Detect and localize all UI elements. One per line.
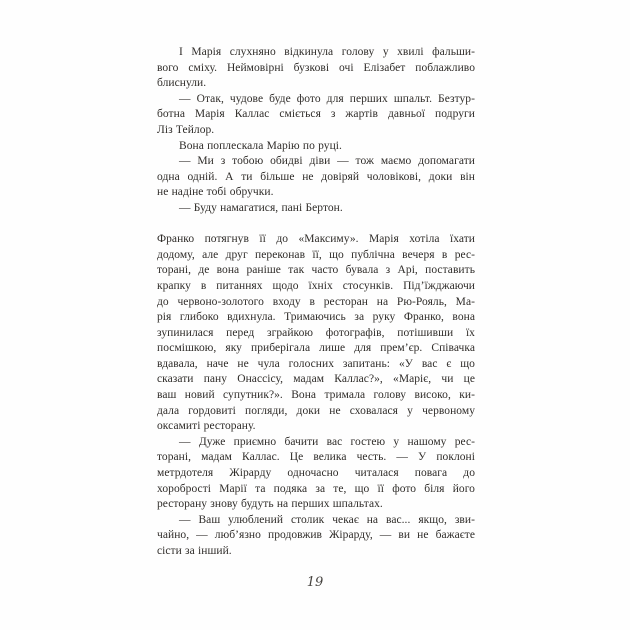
- paragraph: [157, 513, 475, 560]
- text-line: сісти за інший.: [157, 545, 232, 557]
- text-line: — Буду намагатися, пані Бертон.: [179, 201, 343, 214]
- paragraph: [157, 435, 475, 513]
- text-line: — Дуже приємно бачити вас гостею у нашому рес-: [179, 435, 475, 448]
- paragraph: [157, 232, 475, 435]
- text-line: дала гордовиті погляди, доки не сховалася у червоному: [157, 404, 475, 417]
- text-line: ваш новий супутник?». Вона тримала голову високо, ки-: [157, 389, 475, 402]
- text-line: ресторану знову будуть на перших шпальтах.: [157, 498, 383, 511]
- text-line: чайно, — люб’язно продовжив Жірарду, — ви не бажаєте: [157, 529, 475, 542]
- text-section: [157, 45, 475, 217]
- text-line: Ліз Тейлор.: [157, 123, 215, 136]
- text-line: рія глибоко вдихнула. Тримаючись за руку Франко, вона: [157, 311, 475, 324]
- paragraph: [157, 201, 475, 217]
- text-line: Вона поплескала Марію по руці.: [179, 139, 342, 152]
- text-line: зупинилася перед зграйкою фотографів, потішивши їх: [157, 326, 475, 339]
- page-text: [157, 45, 475, 560]
- text-line: Франко потягнув її до «Максиму». Марія хотіла їхати: [157, 233, 475, 246]
- text-line: крапку в питаннях щодо їхніх стосунків. Під’їжджаючи: [157, 279, 475, 292]
- text-line: — Отак, чудове буде фото для перших шпальт. Безтур-: [179, 92, 475, 105]
- text-line: торані, мадам Каллас. Це велика честь. — У поклоні: [157, 451, 475, 464]
- paragraph: [157, 154, 475, 201]
- text-line: додому, але друг переконав її, що публічна вечеря в рес-: [157, 248, 475, 261]
- paragraph: [157, 45, 475, 92]
- text-line: сказати пану Онассісу, мадам Каллас?», «Маріє, чи це: [157, 373, 475, 386]
- text-line: вого сміху. Неймовірні бузкові очі Елізабет поблажливо: [157, 61, 475, 74]
- text-line: метрдотеля Жірарду одночасно читалася повага до: [157, 467, 475, 480]
- page-number: 19: [306, 575, 324, 590]
- text-line: оксамиті ресторану.: [157, 420, 256, 433]
- text-line: торані, де вона раніше так часто бувала з Арі, поставить: [157, 264, 475, 277]
- text-line: — Ваш улюблений столик чекає на вас... якщо, зви-: [179, 513, 475, 526]
- text-line: І Марія слухняно відкинула голову у хвилі фальши-: [179, 46, 475, 58]
- text-line: — Ми з тобою обидві діви — тож маємо допомагати: [179, 155, 475, 168]
- text-line: вдавала, наче не чула голосних запитань: «У вас є що: [157, 357, 475, 370]
- text-line: ботна Марія Каллас сміється з жартів давньої подруги: [157, 108, 475, 121]
- text-line: хоробрості Марії та подяка за те, що її фото біля його: [157, 482, 475, 495]
- text-line: одна одній. А ти більше не довіряй чоловікові, доки він: [157, 170, 475, 183]
- text-line: посмішкою, яку приберігала лише для прем’єр. Співачка: [157, 342, 475, 355]
- paragraph: [157, 139, 475, 155]
- text-line: до червоно-золотого входу в ресторан на Рю-Рояль, Ма-: [157, 295, 475, 308]
- paragraph: [157, 92, 475, 139]
- text-line: блиснули.: [157, 77, 207, 90]
- text-section: [157, 232, 475, 559]
- text-line: не надіне тобі обручки.: [157, 186, 274, 199]
